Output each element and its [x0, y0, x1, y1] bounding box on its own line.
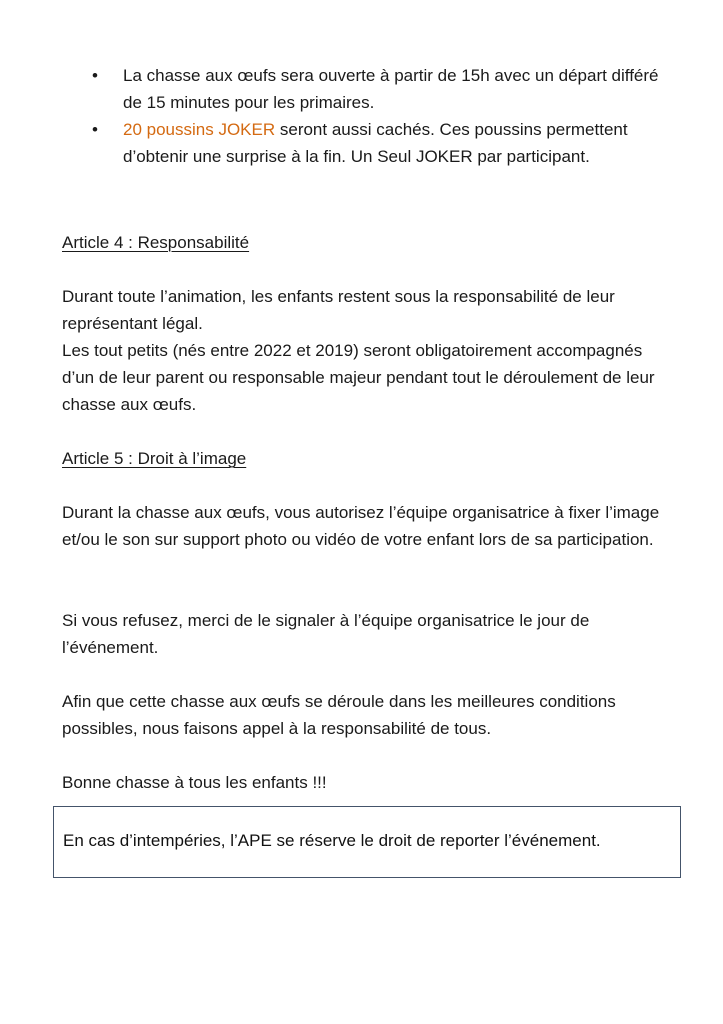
bullet-text: La chasse aux œufs sera ouverte à partir de 15h avec un départ différé de 15 minutes pour les primaires.: [123, 66, 659, 112]
rules-bullet-list: [62, 62, 672, 170]
list-item: [62, 116, 672, 170]
bullet-text: seront aussi cachés. Ces poussins permettent d’obtenir une surprise à la fin. Un Seul JOKER par participant.: [123, 120, 628, 166]
article-4-paragraph: Durant toute l’animation, les enfants restent sous la responsabilité de leur représentant légal.: [62, 287, 615, 333]
closing-line: Bonne chasse à tous les enfants !!!: [62, 773, 327, 792]
article-5-paragraph: Si vous refusez, merci de le signaler à l’équipe organisatrice le jour de l’événement.: [62, 611, 590, 657]
weather-notice-text: En cas d’intempéries, l’APE se réserve le droit de reporter l’événement.: [63, 831, 601, 850]
joker-highlight-text: 20 poussins JOKER: [123, 120, 276, 139]
weather-notice-box: [53, 806, 681, 878]
article-5-heading: Article 5 : Droit à l’image: [62, 449, 247, 468]
article-4-heading: Article 4 : Responsabilité: [62, 233, 250, 252]
article-4-paragraph: Les tout petits (nés entre 2022 et 2019) seront obligatoirement accompagnés d’un de leur parent ou responsable majeur pendant tout le déroulement de leur chasse aux œufs.: [62, 341, 655, 414]
article-5-paragraph: Afin que cette chasse aux œufs se déroule dans les meilleures conditions possibles, nous faisons appel à la responsabilité de tous.: [62, 692, 616, 738]
bullet-icon: •: [92, 66, 98, 85]
article-5-paragraph: Durant la chasse aux œufs, vous autorisez l’équipe organisatrice à fixer l’image et/ou le son sur support photo ou vidéo de votre enfant lors de sa participation.: [62, 503, 660, 549]
list-item: [62, 62, 672, 116]
bullet-icon: •: [92, 120, 98, 139]
